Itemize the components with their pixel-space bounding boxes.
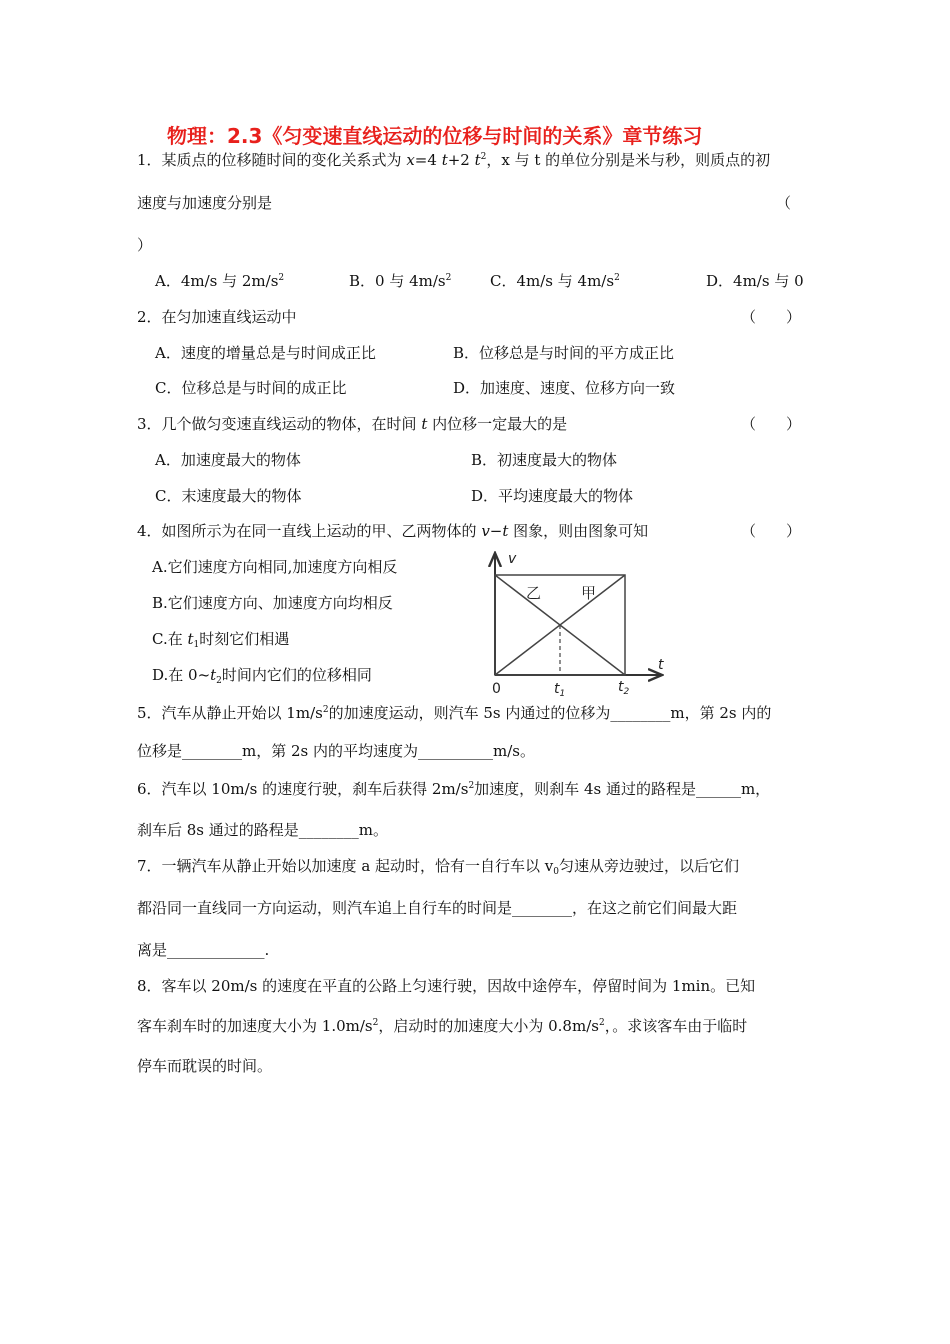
q1-text-c: +2 [447, 151, 475, 169]
q1-text-d: ，x 与 t 的单位分别是米与秒，则质点的初 [486, 151, 771, 169]
q4-option-a: A.它们速度方向相同,加速度方向相反 [152, 558, 398, 576]
q4-option-b: B.它们速度方向、加速度方向均相反 [152, 594, 393, 612]
q3-option-b: B．初速度最大的物体 [471, 451, 618, 469]
q1-var-x: x [406, 151, 415, 169]
q1-superscript: 2 [480, 152, 487, 162]
question-6-stem: 6．汽车以 10m/s 的速度行驶，刹车后获得 $2m/s^2$加速度，则刹车 4s 通过的路程是______m， [137, 780, 771, 798]
q1-var-t: t [441, 151, 448, 169]
question-7-line3: 离是_____________. [137, 941, 270, 959]
q3-option-d: D．平均速度最大的物体 [471, 487, 634, 505]
question-4-stem: 4．如图所示为在同一直线上运动的甲、乙两物体的 v−t 图象，则由图象可知 [137, 522, 649, 540]
question-5-stem: 5．汽车从静止开始以 $1m/s^2$的加速度运动，则汽车 5s 内通过的位移为________m，第 2s 内的 [137, 704, 772, 722]
v-axis-label: v [508, 551, 517, 567]
q2-answer-paren: （ ） [741, 308, 802, 326]
q2-option-b: B．位移总是与时间的平方成正比 [453, 344, 675, 362]
q3-option-c: C．末速度最大的物体 [155, 487, 302, 505]
q1-option-b: B．0 与 $4m/s^2$ [349, 272, 452, 290]
question-7-stem: 7．一辆汽车从静止开始以加速度 a 起动时，恰有一自行车以 $v_0$匀速从旁边驶过，以后它们 [137, 857, 740, 877]
question-8-line3: 停车而耽误的时间。 [137, 1057, 273, 1075]
t2-label: $t_2$ [618, 679, 630, 697]
q2-option-a: A．速度的增量总是与时间成正比 [155, 344, 376, 362]
jia-label: 甲 [581, 584, 597, 602]
question-5-line2: 位移是________m，第 2s 内的平均速度为__________m/s。 [137, 742, 535, 760]
q2-option-d: D．加速度、速度、位移方向一致 [453, 379, 676, 397]
q3-option-a: A．加速度最大的物体 [155, 451, 301, 469]
question-8-line2: 客车刹车时的加速度大小为 $1.0m/s^2$，启动时的加速度大小为 $0.8m/s^2$，。求该客车由于临时 [137, 1017, 748, 1035]
q1-option-c: C．4m/s 与 $4m/s^2$ [490, 272, 620, 290]
question-3-stem: 3．几个做匀变速直线运动的物体，在时间 t 内位移一定最大的是 [137, 415, 568, 433]
q1-text-b: =4 [414, 151, 442, 169]
q2-option-c: C．位移总是与时间的成正比 [155, 379, 347, 397]
question-1-line2: 速度与加速度分别是 [137, 194, 273, 212]
q1-answer-paren-close: ） [137, 236, 153, 254]
q1-text-a: 1．某质点的位移随时间的变化关系式为 [137, 151, 407, 169]
t1-label: $t_1$ [554, 681, 566, 699]
vt-graph [480, 545, 680, 700]
q1-option-a: A．4m/s 与 $2m/s^2$ [155, 272, 285, 290]
q1-var-t2: t [474, 151, 481, 169]
t-axis-label: t [658, 657, 664, 673]
q1-option-d: D．4m/s 与 0 [706, 272, 804, 290]
question-8-stem: 8．客车以 20m/s 的速度在平直的公路上匀速行驶，因故中途停车，停留时间为 1min。已知 [137, 977, 756, 995]
page-title: 物理：2.3《匀变速直线运动的位移与时间的关系》章节练习 [167, 124, 703, 148]
q4-answer-paren: （ ） [741, 522, 802, 540]
origin-label: 0 [492, 681, 501, 697]
question-1-stem [137, 150, 770, 170]
question-6-line2: 刹车后 8s 通过的路程是________m。 [137, 821, 389, 839]
yi-label: 乙 [526, 584, 542, 602]
q4-option-c: C.在 $t_1$时刻它们相遇 [152, 630, 290, 650]
q3-answer-paren: （ ） [741, 415, 802, 433]
question-2-stem: 2．在匀加速直线运动中 [137, 308, 297, 326]
q4-option-d: D.在 $0\sim t_2$时间内它们的位移相同 [152, 666, 372, 686]
question-7-line2: 都沿同一直线同一方向运动，则汽车追上自行车的时间是________，在这之前它们间最大距 [137, 899, 738, 917]
q1-answer-paren-open: （ [776, 194, 792, 212]
